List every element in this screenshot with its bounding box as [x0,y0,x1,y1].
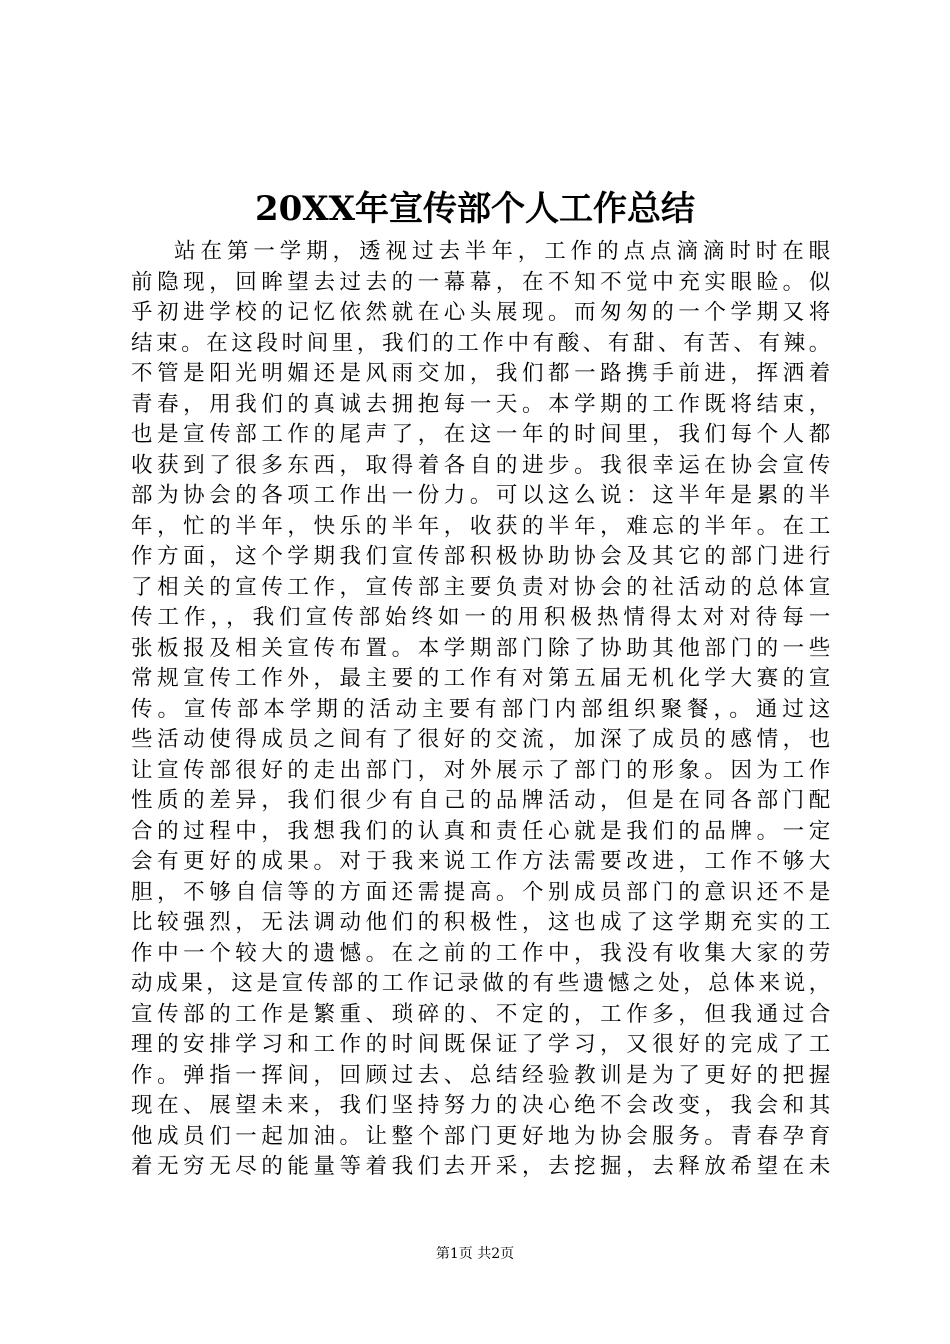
body-line: 作。弹指一挥间，回顾过去、总结经验教训是为了更好的把握 [131,1062,831,1088]
body-line: 宣传部的工作是繁重、琐碎的、不定的，工作多，但我通过合 [131,1001,831,1027]
body-line: 作方面，这个学期我们宣传部积极协助协会及其它的部门进行 [131,544,831,569]
body-line: 张板报及相关宣传布置。本学期部门除了协助其他部门的一些 [131,635,831,661]
document-body [131,237,831,1183]
body-line: 站在第一学期，透视过去半年，工作的点点滴滴时时在眼 [174,239,831,264]
body-line: 动成果，这是宣传部的工作记录做的有些遗憾之处，总体来说， [131,971,831,996]
body-line: 不管是阳光明媚还是风雨交加，我们都一路携手前进，挥洒着 [131,361,831,386]
body-line: 作中一个较大的遗憾。在之前的工作中，我没有收集大家的劳 [131,940,831,966]
body-line: 前隐现，回眸望去过去的一幕幕，在不知不觉中充实眼睑。似 [131,269,831,295]
body-line: 传工作，，我们宣传部始终如一的用积极热情得太对对待每一 [131,605,831,630]
body-line: 些活动使得成员之间有了很好的交流，加深了成员的感情，也 [131,727,831,752]
body-line: 乎初进学校的记忆依然就在心头展现。而匆匆的一个学期又将 [131,300,831,325]
body-line: 让宣传部很好的走出部门，对外展示了部门的形象。因为工作 [131,757,831,783]
body-line: 也是宣传部工作的尾声了，在这一年的时间里，我们每个人都 [131,422,831,447]
body-line: 传。宣传部本学期的活动主要有部门内部组织聚餐，。通过这 [131,696,831,722]
body-line: 合的过程中，我想我们的认真和责任心就是我们的品牌。一定 [131,818,831,844]
body-line: 会有更好的成果。对于我来说工作方法需要改进，工作不够大 [131,849,831,874]
body-line: 胆，不够自信等的方面还需提高。个别成员部门的意识还不是 [131,879,831,905]
body-line: 年，忙的半年，快乐的半年，收获的半年，难忘的半年。在工 [131,513,831,539]
page-footer: 第1页 共2页 [435,1246,515,1262]
body-line: 部为协会的各项工作出一份力。可以这么说：这半年是累的半 [131,483,831,508]
body-line: 结束。在这段时间里，我们的工作中有酸、有甜、有苦、有辣。 [131,330,831,356]
body-line: 比较强烈，无法调动他们的积极性，这也成了这学期充实的工 [131,910,831,935]
body-line: 着无穷无尽的能量等着我们去开采，去挖掘，去释放希望在未 [131,1154,831,1179]
body-line: 收获到了很多东西，取得着各自的进步。我很幸运在协会宣传 [131,452,831,478]
body-line: 现在、展望未来，我们坚持努力的决心绝不会改变，我会和其 [131,1093,831,1118]
body-line: 青春，用我们的真诚去拥抱每一天。本学期的工作既将结束， [131,391,831,417]
body-line: 性质的差异，我们很少有自己的品牌活动，但是在同各部门配 [131,788,831,813]
body-line: 常规宣传工作外，最主要的工作有对第五届无机化学大赛的宣 [131,666,831,691]
document-title: 20XX年宣传部个人工作总结 [254,189,696,229]
body-line: 理的安排学习和工作的时间既保证了学习，又很好的完成了工 [131,1032,831,1057]
body-line: 了相关的宣传工作，宣传部主要负责对协会的社活动的总体宣 [131,574,831,600]
body-line: 他成员们一起加油。让整个部门更好地为协会服务。青春孕育 [131,1123,831,1149]
